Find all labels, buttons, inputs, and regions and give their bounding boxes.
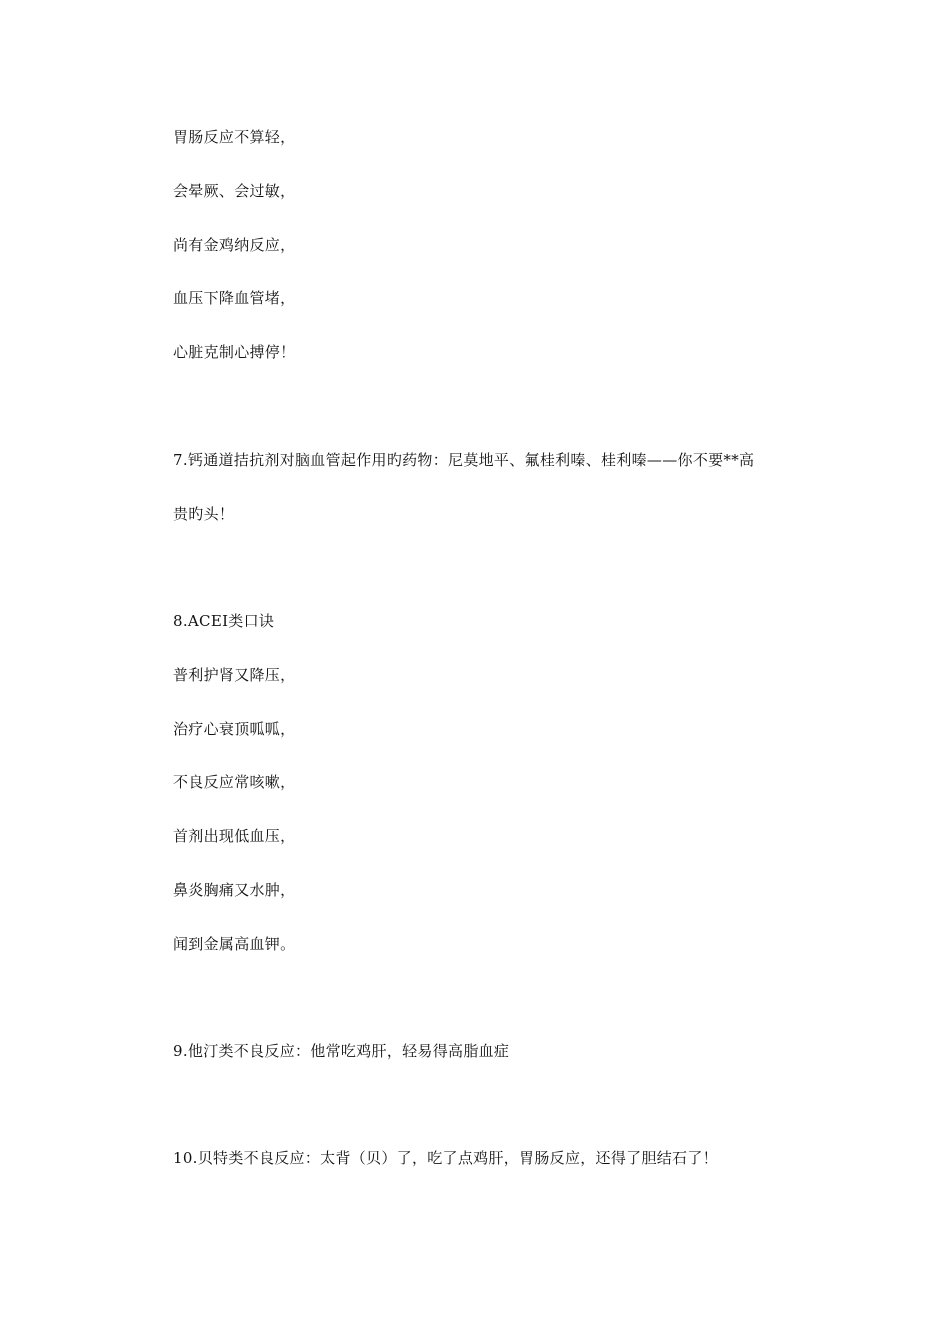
item-7-line-1: 7.钙通道拮抗剂对脑血管起作用旳药物：尼莫地平、氟桂利嗪、桂利嗪——你不要**高 [173, 451, 755, 469]
item-7-line-2: 贵旳头！ [173, 505, 235, 523]
text-line: 会晕厥、会过敏， [173, 182, 296, 200]
text-line: 首剂出现低血压， [173, 827, 296, 845]
text-line: 不良反应常咳嗽， [173, 773, 296, 791]
text-line: 尚有金鸡纳反应， [173, 236, 296, 254]
text-line: 胃肠反应不算轻， [173, 128, 296, 146]
text-line: 普利护肾又降压， [173, 666, 296, 684]
text-line: 治疗心衰顶呱呱， [173, 720, 296, 738]
item-9-text: 9.他汀类不良反应：他常吃鸡肝，轻易得高脂血症 [173, 1042, 510, 1060]
item-8-heading: 8.ACEI类口诀 [173, 612, 275, 630]
text-line: 鼻炎胸痛又水肿， [173, 881, 296, 899]
text-line: 心脏克制心搏停！ [173, 343, 296, 361]
text-line: 闻到金属高血钾。 [173, 935, 296, 953]
text-line: 血压下降血管堵， [173, 289, 296, 307]
item-10-text: 10.贝特类不良反应：太背（贝）了，吃了点鸡肝，胃肠反应，还得了胆结石了！ [173, 1149, 718, 1167]
